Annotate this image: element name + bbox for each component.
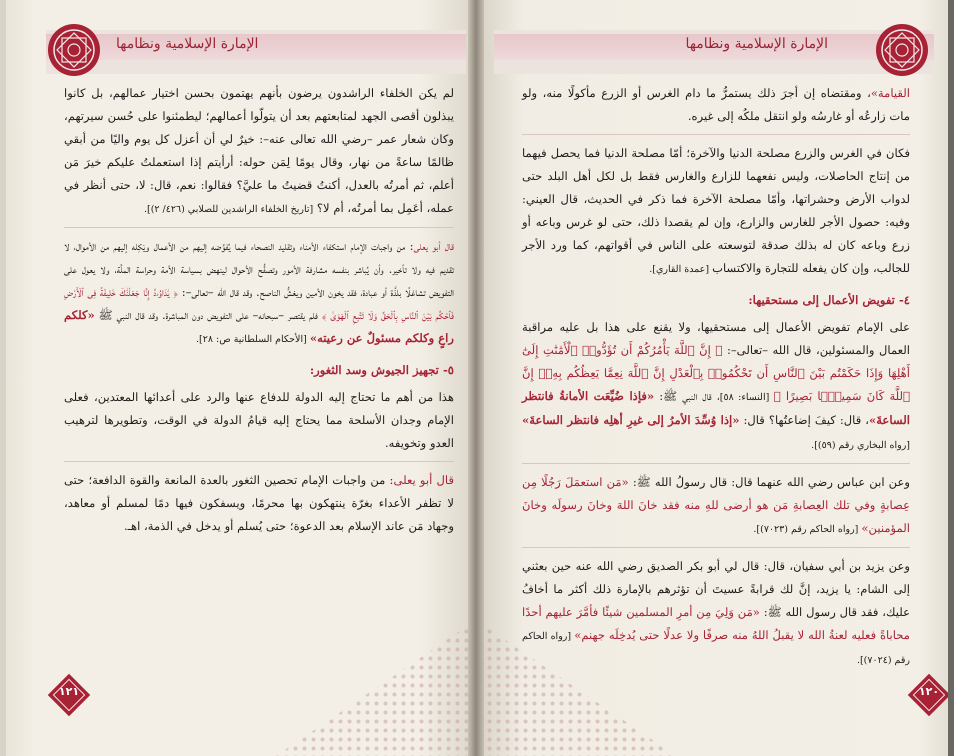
quran-verse: ﴿ إِنَّ ٱللَّهَ يَأْمُرُكُمْ أَن تُؤَدُّوا۟ ٱلْأَمَٰنَٰتِ إِلَىٰٓ أَهْلِهَا وَإِذَا حَكَمْتُم بَيْنَ ٱلنَّاسِ أَن تَحْكُمُوا۟ بِٱلْعَدْلِ إِنَّ ٱللَّهَ نِعِمَّا يَعِظُكُم بِهِۦٓ إِنَّ ٱللَّهَ كَانَ سَمِيعًۢا بَصِيرًا ﴾ bbox=[522, 343, 910, 403]
paragraph bbox=[64, 469, 454, 538]
left-body bbox=[64, 82, 454, 544]
paragraph-text: : من واجبات الإمام استكفاء الأمناء وتقليد النصحاء فيما يُفوِّضه إليهم من الأعمال ويَكِله إليهم من الأموال، لا تقديم فيه ولا تأخير. وأن يُباشر بنفسه مشارفة الأمور وتصفُّح الأحوال لينهض بسياسة الأمة وحراسة الملَّة، ولا يعول على التفويض تشاغلًا بلذَّة أو عبادة، فقد يخون الأمين ويغشُّ الناصح. وقد قال الله –تعالى–: bbox=[64, 239, 454, 299]
ornament-emblem-icon bbox=[874, 22, 930, 78]
paragraph-text: : من واجبات الإمام تحصين الثغور بالعدة المانعة والقوة الدافعة؛ حتى لا تظفر الأعداء بغرّة ينتهكون بها محرمًا، ويسفكون فيها دمًا لمسلم أو معاهد، وجهاد مَن عاند الإسلام بعد الدعوة؛ حتى يُسلم أو يدخل في الذمة، اهـ. bbox=[64, 473, 454, 533]
citation: [الأحكام السلطانية ص: ٢٨]. bbox=[196, 334, 310, 345]
citation: [رواه الحاكم رقم (٧٠٢٣)]. bbox=[753, 524, 862, 535]
hadith-end: القيامة» bbox=[870, 86, 910, 100]
paragraph-text: على الإمام تفويض الأعمال إلى مستحقيها، ولا يقنع على هذا بل عليه مراقبة العمال والمسئولين، قال الله –تعالى–: bbox=[522, 320, 910, 357]
book-gutter bbox=[468, 0, 484, 756]
right-page bbox=[476, 0, 948, 756]
right-body bbox=[522, 82, 910, 678]
dot-pattern-decoration bbox=[476, 600, 706, 756]
hadith-text: «كلكم راعٍ وكلكم مسئولٌ عن رعيته» bbox=[64, 308, 454, 345]
paragraph bbox=[522, 316, 910, 457]
paragraph bbox=[64, 82, 454, 221]
divider bbox=[522, 463, 910, 464]
dot-pattern-decoration bbox=[246, 600, 476, 756]
hadith-text: «مَن استعمَلَ رَجُلًا مِن عِصابةٍ وفي تلك العِصابةِ مَن هو أرضى للهِ منه فقد خانَ اللهَ وخانَ رسولَه وخانَ المؤمنين» bbox=[522, 475, 910, 535]
running-header: الإمارة الإسلامية ونظامها bbox=[116, 36, 259, 52]
page-number: ١٢١ bbox=[58, 685, 80, 698]
paragraph-text: وعن يزيد بن أبي سفيان، قال: قال لي أبو بكر الصديق رضي الله عنه حين بعثني إلى الشام: يا يزيد، إنَّ لك قرابةً عسيتَ أن تؤثرهم بالإمارة ذلك أكثر ما أخافُ عليك، فقد قال رسول الله ﷺ: bbox=[522, 559, 910, 619]
hadith-text: «إذا وُسِّدَ الأمرُ إلى غيرِ أهلِه فانتظر الساعةَ» bbox=[522, 413, 740, 427]
paragraph bbox=[522, 471, 910, 541]
paragraph-text: فكان في الغرس والزرع مصلحة الدنيا والآخرة؛ أمّا مصلحة الدنيا فما يحصل فيهما من إنتاج الحاصلات، وليس نفعهما للزارع والغارس فقط بل لكل أهل البلد حتى لدواب الأرض وحشراتها، وأمّا مصلحة الآخرة فما ذكر في الحديث، قال العيني: وفيه: حصول الأجر للغارس والزارع، وإن لم يقصدا ذلك، حتى لو غرس وباعه أو زرع وباعه كان له بذلك صدقة لتوسعته على الناس في أقواتهم، كما ورد الأجر للجالب، وإن كان يفعله للتجارة والاكتساب bbox=[522, 146, 910, 275]
paragraph-text: ، ومقتضاه إن أجرَ ذلك يستمرُّ ما دام الغرس أو الزرع مأكولًا منه، ولو مات زارعُه أو غارسُه ولو انتقل ملكُه إلى غيره. bbox=[522, 86, 910, 123]
paragraph-text: فلم يقتصر –سبحانه– على التفويض دون المباشرة. وقد قال النبي ﷺ bbox=[94, 308, 322, 322]
running-header: الإمارة الإسلامية ونظامها bbox=[685, 36, 828, 52]
page-number-badge bbox=[906, 672, 948, 718]
paragraph bbox=[522, 142, 910, 281]
divider bbox=[64, 461, 454, 462]
divider bbox=[522, 547, 910, 548]
citation: [رواه الحاكم رقم (٧٠٢٤)]. bbox=[522, 631, 910, 666]
paragraph-text: لم يكن الخلفاء الراشدون يرضون بأنهم يهتمون بحسن اختيار عمالهم، بل كانوا يبذلون أقصى الجهد لمتابعتهم بعد أن يتولّوا أعمالهم؛ ليطمئنوا على حُسن سيرتهم، وكان شعار عمر –رضي الله تعالى عنه–: خيرٌ لي أن أعزل كل يوم واليًا من أبقي ظالمًا ساعةً من نهار، وقال يومًا لِمَن حوله: أرأيتم إذا استعملتُ عليكم خيرَ مَن أعلم، ثم أمرتُه بالعدل، أكنتُ قضيتُ ما عليَّ؟ فقالوا: نعم، قال: لا، حتى أنظر في عمله، أعَمِل بما أمرتُه، أم لا؟ bbox=[64, 86, 454, 215]
book-edge bbox=[948, 0, 954, 756]
paragraph-text: ، قال: كيفَ إضاعتُها؟ قال: bbox=[739, 413, 869, 427]
ornament-emblem-icon bbox=[46, 22, 102, 78]
paragraph bbox=[64, 235, 454, 351]
section-heading: ٥- تجهيز الجيوش وسد الثغور: bbox=[309, 363, 454, 377]
paragraph-text: وعن ابن عباس رضي الله عنهما قال: قال رسولُ الله ﷺ: bbox=[628, 475, 910, 489]
divider bbox=[522, 134, 910, 135]
divider bbox=[64, 227, 454, 228]
left-page bbox=[6, 0, 476, 756]
paragraph bbox=[522, 82, 910, 128]
speaker-label: قال أبو يعلى bbox=[413, 239, 454, 253]
page-number-badge bbox=[46, 672, 92, 718]
paragraph: هذا من أهم ما تحتاج إليه الدولة للدفاع عنها والرد على أعدائها المعتدين، فعلى الإمام وجدان الأسلحة مما يحتاج إليه قيامُ الدولة في الوقت، وتطويرها لترهيب العدو وتخويفه. bbox=[64, 390, 454, 450]
citation: [النساء: ٥٨]، bbox=[716, 392, 774, 403]
section-heading: ٤- تفويض الأعمال إلى مستحقيها: bbox=[748, 293, 910, 307]
citation: [عمدة القاري]. bbox=[649, 264, 713, 275]
paragraph-text: قال النبي ﷺ: bbox=[654, 389, 717, 403]
citation: [رواه البخاري رقم (٥٩)]. bbox=[811, 440, 910, 451]
hadith-text: «فإذا ضُيِّعَت الأمانةُ فانتظر الساعةَ» bbox=[522, 389, 910, 427]
speaker-label: قال أبو يعلى bbox=[393, 473, 454, 487]
page-number: ١٢٠ bbox=[918, 685, 940, 698]
hadith-text: «مَن وَلِيَ مِن أمرِ المسلمين شيئًا فأمَّرَ عليهم أحدًا محاباةً فعليه لعنةُ الله لا يقبلُ اللهُ منه صرفًا ولا عدلًا حتى يُدخِلَه جهنم» bbox=[522, 605, 911, 642]
quran-verse: ﴿ يَٰدَاوُۥدُ إِنَّا جَعَلْنَٰكَ خَلِيفَةً فِى ٱلْأَرْضِ فَٱحْكُم بَيْنَ ٱلنَّاسِ بِٱلْحَقِّ وَلَا تَتَّبِعِ ٱلْهَوَىٰ ﴾ bbox=[64, 285, 454, 322]
citation: [تاريخ الخلفاء الراشدين للصلابي (٤٢٦/ ٢)]. bbox=[143, 204, 314, 215]
